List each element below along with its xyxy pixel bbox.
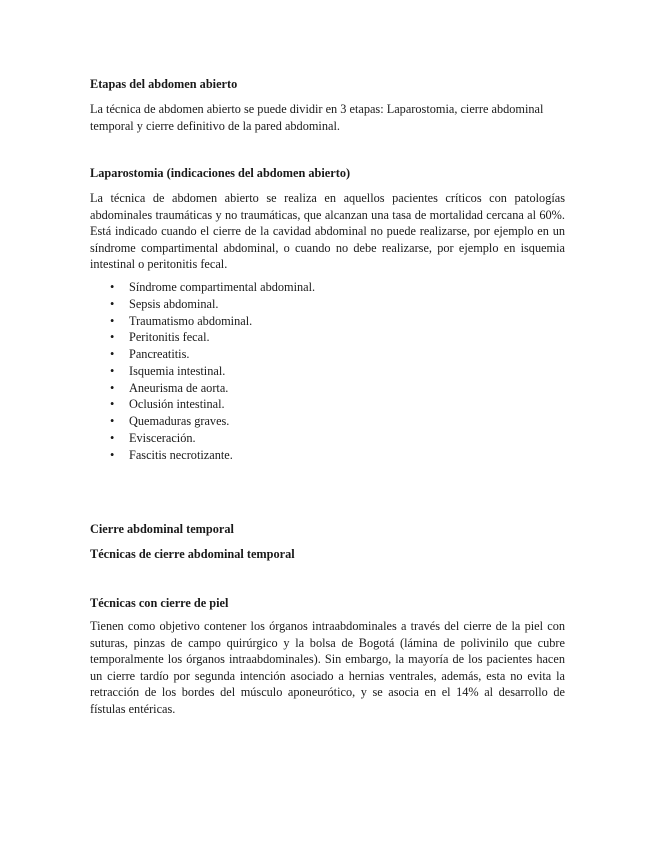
list-item: • Evisceración. bbox=[110, 430, 196, 445]
list-item: • Oclusión intestinal. bbox=[110, 397, 225, 412]
bullet-icon: • bbox=[110, 414, 115, 428]
list-item: • Isquemia intestinal. bbox=[110, 363, 226, 378]
list-item: • Peritonitis fecal. bbox=[110, 330, 210, 345]
bullet-icon: • bbox=[110, 363, 115, 378]
paragraph-cierre-piel: Tienen como objetivo contener los órganos intraabdominales a través del cierre de la piel con suturas, pinzas de campo quirúrgico y la bolsa de Bogotá (lámina de polivinilo que cubre temporalmente los órganos intraabdominales). Sin embargo, la mayoría de los pacientes hacen un cierre tardío por segunda intención asociado a hernias ventrales, además, esta no evita la retracción de los bordes del músculo aponeurótico, y se asocia en el 14% al desarrollo de fístulas entéricas. bbox=[90, 619, 565, 716]
bullet-icon: • bbox=[110, 347, 115, 361]
bullet-icon: • bbox=[110, 380, 115, 395]
list-item: • Pancreatitis. bbox=[110, 347, 190, 361]
heading-cierre-piel: Técnicas con cierre de piel bbox=[90, 596, 229, 610]
indications-list bbox=[90, 279, 315, 463]
subheading-tecnicas-cierre-temporal: Técnicas de cierre abdominal temporal bbox=[90, 547, 295, 561]
bullet-icon: • bbox=[110, 313, 115, 328]
bullet-icon: • bbox=[110, 296, 115, 311]
bullet-icon: • bbox=[110, 280, 115, 294]
bullet-icon: • bbox=[110, 430, 115, 445]
heading-etapas: Etapas del abdomen abierto bbox=[90, 77, 238, 91]
list-item: • Fascitis necrotizante. bbox=[110, 447, 233, 462]
heading-laparostomia: Laparostomia (indicaciones del abdomen abierto) bbox=[90, 166, 351, 180]
bullet-icon: • bbox=[110, 330, 115, 345]
list-item: • Quemaduras graves. bbox=[110, 414, 230, 428]
paragraph-etapas: La técnica de abdomen abierto se puede dividir en 3 etapas: Laparostomia, cierre abdominal temporal y cierre definitivo de la pared abdominal. bbox=[90, 102, 544, 133]
list-item: • Aneurisma de aorta. bbox=[110, 380, 229, 395]
list-item: • Sepsis abdominal. bbox=[110, 296, 219, 311]
list-item: • Traumatismo abdominal. bbox=[110, 313, 253, 328]
heading-cierre-temporal: Cierre abdominal temporal bbox=[90, 522, 234, 536]
list-item: • Síndrome compartimental abdominal. bbox=[110, 280, 316, 294]
paragraph-laparostomia: La técnica de abdomen abierto se realiza en aquellos pacientes críticos con patologías abdominales traumáticas y no traumáticas, que alcanzan una tasa de mortalidad cercana al 60%. Está indicado cuando el cierre de la cavidad abdominal no puede realizarse, por ejemplo en un síndrome compartimental abdominal, o cuando no debe realizarse, por ejemplo en isquemia intestinal o peritonitis fecal. bbox=[90, 191, 565, 272]
bullet-icon: • bbox=[110, 397, 115, 412]
bullet-icon: • bbox=[110, 447, 115, 462]
